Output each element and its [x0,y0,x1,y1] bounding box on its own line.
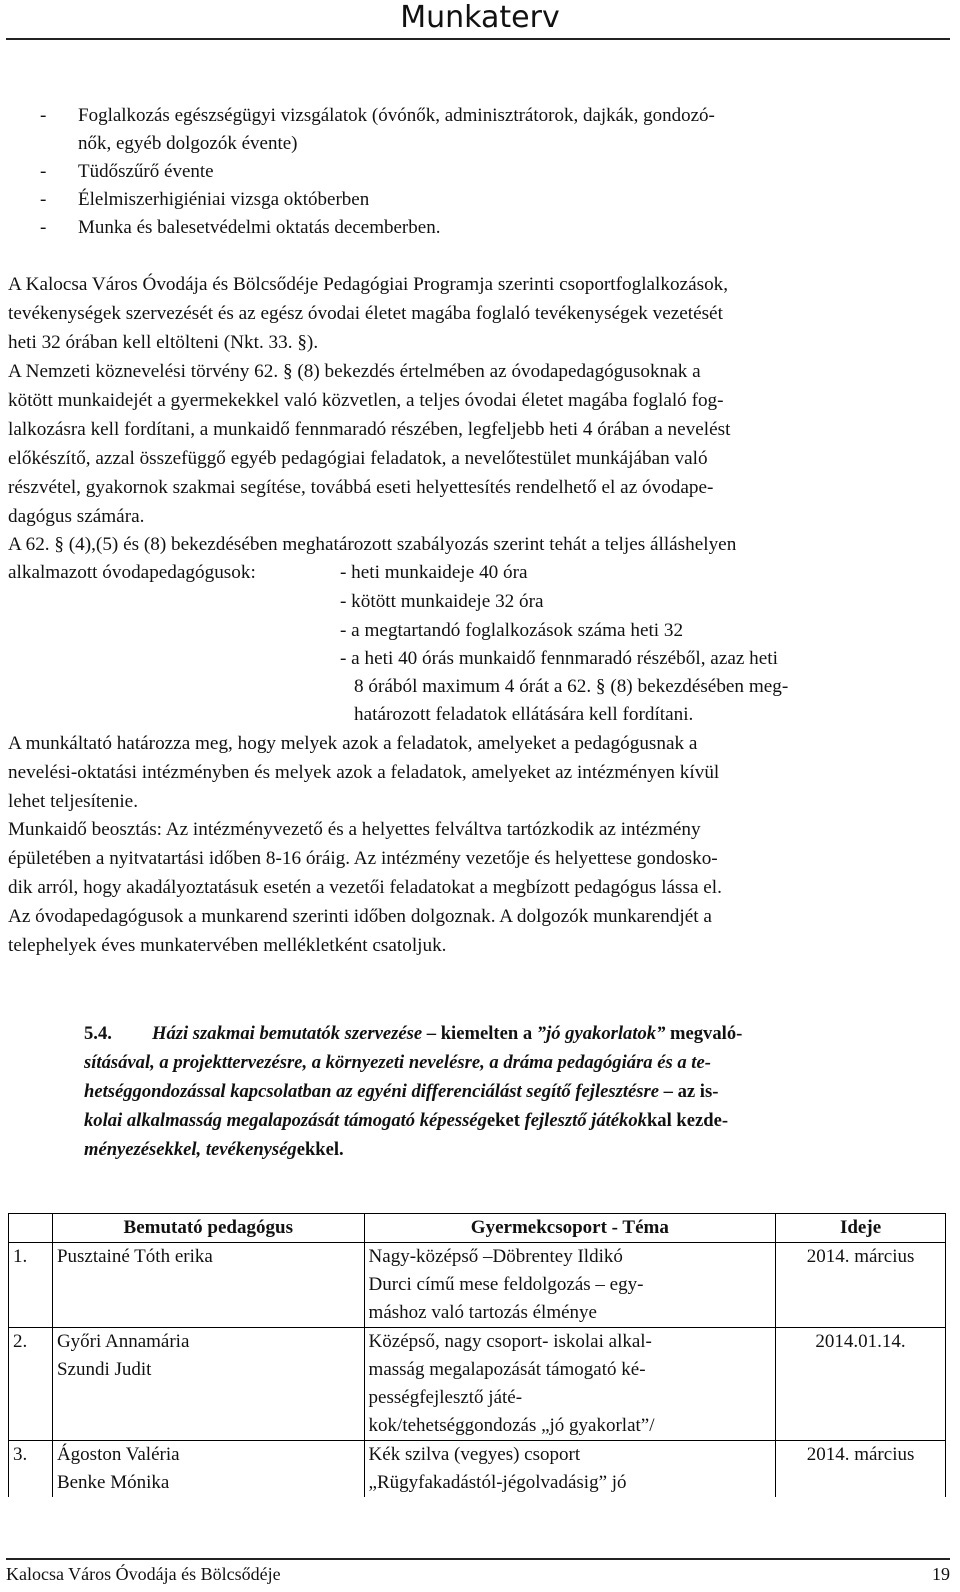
table-row [9,1441,946,1498]
table-row [9,1243,946,1328]
section-heading-line: ményezésekkel, tevékenységekkel. [84,1139,344,1160]
work-list-item: - kötött munkaideje 32 óra [340,591,544,612]
page-number: 19 [932,1564,950,1584]
work-list-item: 8 órából maximum 4 órát a 62. § (8) bekezdésében meg- [354,676,789,697]
table-header-cell: Gyermekcsoport - Téma [364,1214,776,1243]
page-header-title: Munkaterv [400,0,560,35]
row-number: 2. [9,1328,53,1441]
body-line: alkalmazott óvodapedagógusok: [8,562,256,583]
work-list-item: - heti munkaideje 40 óra [340,562,528,583]
section-heading-line: Házi szakmai bemutatók szervezése – kiemelten a ”jó gyakorlatok” megvaló- [152,1023,743,1044]
section-heading-line: hetséggondozással kapcsolatban az egyéni differenciálást segítő fejlesztésre – az is- [84,1081,719,1102]
work-list-item: - a megtartandó foglalkozások száma heti 32 [340,620,684,641]
body-line: A Nemzeti köznevelési törvény 62. § (8) bekezdés értelmében az óvodapedagógusoknak a [8,361,701,382]
body-line: Munkaidő beosztás: Az intézményvezető és a helyettes felváltva tartózkodik az intézmény [8,819,701,840]
body-line: telephelyek éves munkatervében mellékletként csatoljuk. [8,935,447,956]
teacher-cell: Pusztainé Tóth erika [52,1243,364,1328]
section-number: 5.4. [84,1023,112,1044]
body-line: A Kalocsa Város Óvodája és Bölcsődéje Pedagógiai Programja szerinti csoportfoglalkozások, [8,274,729,295]
body-line: Az óvodapedagógusok a munkarend szerinti időben dolgoznak. A dolgozók munkarendjét a [8,906,712,927]
date-cell: 2014. március [776,1243,946,1328]
topic-cell: Nagy-középső –Döbrentey Ildikó Durci című mese feldolgozás – egy- máshoz való tartozás élménye [364,1243,776,1328]
table-row [9,1328,946,1441]
body-line: lehet teljesítenie. [8,791,138,812]
body-line: részvétel, gyakornok szakmai segítése, továbbá eseti helyettesítés rendelhető el az óvodape- [8,477,714,498]
row-number: 3. [9,1441,53,1498]
teacher-cell: Ágoston Valéria Benke Mónika [52,1441,364,1498]
date-cell: 2014. március [776,1441,946,1498]
page-footer [6,1562,950,1586]
body-line: dagógus számára. [8,506,145,527]
body-line: tevékenységek szervezését és az egész óvodai életet magába foglaló tevékenységek vezetését [8,303,723,324]
work-list-item: - a heti 40 órás munkaidő fennmaradó részéből, azaz heti [340,648,778,669]
header-rule [6,38,950,40]
table-header-cell: Ideje [776,1214,946,1243]
body-line: dik arról, hogy akadályoztatásuk esetén a vezetői feladatokat a megbízott pedagógus lássa el. [8,877,722,898]
row-number: 1. [9,1243,53,1328]
section-heading-line: sításával, a projekttervezésre, a környezeti nevelésre, a dráma pedagógiára és a te- [84,1052,711,1073]
body-line: épületében a nyitvatartási időben 8-16 óráig. Az intézmény vezetője és helyettese gondosko- [8,848,718,869]
body-line: A 62. § (4),(5) és (8) bekezdésében meghatározott szabályozás szerint tehát a teljes álláshelyen [8,534,737,555]
body-line: heti 32 órában kell eltölteni (Nkt. 33. §). [8,332,319,353]
body-line: lalkozásra kell fordítani, a munkaidő fennmaradó részében, legfeljebb heti 4 órában a nevelést [8,419,731,440]
footer-institution: Kalocsa Város Óvodája és Bölcsődéje [6,1564,281,1584]
teacher-cell: Győri Annamária Szundi Judit [52,1328,364,1441]
footer-rule [6,1558,950,1560]
date-cell: 2014.01.14. [776,1328,946,1441]
demonstration-schedule-table [8,1213,946,1497]
body-line: nevelési-oktatási intézményben és melyek azok a feladatok, amelyeket az intézményen kívül [8,762,720,783]
table-header-cell [9,1214,53,1243]
body-line: előkészítő, azzal összefüggő egyéb pedagógiai feladatok, a nevelőtestület munkájában való [8,448,708,469]
topic-cell: Középső, nagy csoport- iskolai alkal- masság megalapozását támogató ké- pességfejlesztő játé- kok/tehetséggondozás „jó gyakorlat”/ [364,1328,776,1441]
body-line: kötött munkaidejét a gyermekekkel való közvetlen, a teljes óvodai életet magába foglaló fog- [8,390,724,411]
work-list-item: határozott feladatok ellátására kell fordítani. [354,704,694,725]
body-line: A munkáltató határozza meg, hogy melyek azok a feladatok, amelyeket a pedagógusnak a [8,733,698,754]
table-header-cell: Bemutató pedagógus [52,1214,364,1243]
section-heading-line: kolai alkalmasság megalapozását támogató képességeket fejlesztő játékokkal kezde- [84,1110,729,1131]
topic-cell: Kék szilva (vegyes) csoport „Rügyfakadástól-jégolvadásig” jó [364,1441,776,1498]
table-header-row [9,1214,946,1243]
